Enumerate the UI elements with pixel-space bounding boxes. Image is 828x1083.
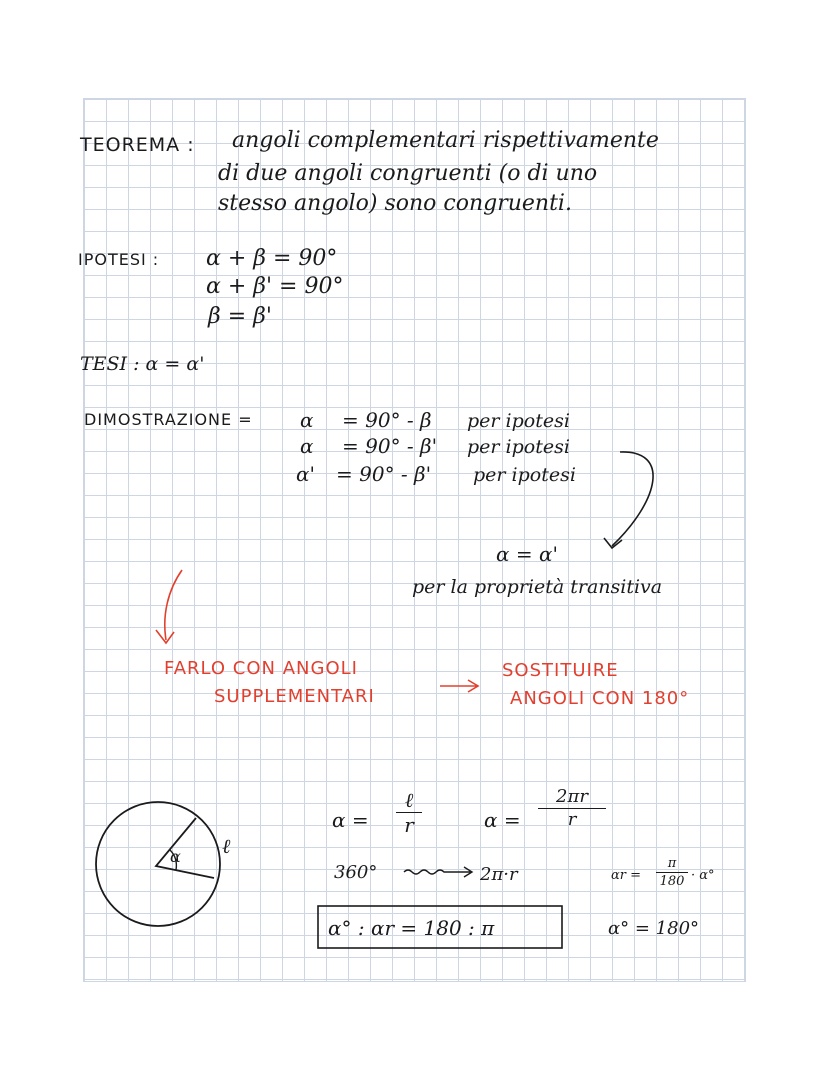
formula-box — [318, 906, 562, 948]
proof-row-1-note: per ipotesi — [467, 410, 570, 432]
red-arrow-right — [440, 680, 478, 692]
correspondence-left: 360° — [334, 862, 378, 883]
proof-row-1-lhs: α — [300, 408, 314, 432]
boxed-formula: α° : αr = 180 : π — [328, 916, 495, 940]
formula-2-denominator: r — [567, 809, 577, 830]
angle-arc — [170, 850, 176, 870]
circle-angle-label: α — [170, 847, 181, 866]
theorem-line-3: stesso angolo) sono congruenti. — [218, 191, 572, 216]
side-formula-lhs: αr = — [611, 868, 642, 883]
curved-arrow — [612, 452, 653, 546]
theorem-line-1: angoli complementari rispettivamente — [232, 128, 659, 153]
formula-1-lhs: α = — [332, 808, 369, 832]
sector-radii — [156, 818, 214, 878]
side-formula-denominator: 180 — [659, 874, 685, 889]
formula-2-lhs: α = — [484, 808, 521, 832]
theorem-label: TEOREMA : — [80, 134, 195, 156]
proof-label: DIMOSTRAZIONE = — [84, 410, 253, 429]
proof-row-1-rhs: = 90° - β — [342, 408, 432, 432]
side-formula-rhs: · α° — [691, 868, 715, 883]
note-right-line-2: ANGOLI CON 180° — [510, 688, 690, 709]
red-arrow-down — [165, 570, 182, 640]
hypothesis-eq-3: β = β' — [208, 304, 272, 329]
correspondence-right: 2π·r — [480, 864, 518, 885]
proof-row-3-lhs: α' — [296, 462, 316, 486]
theorem-line-2: di due angoli congruenti (o di uno — [218, 161, 598, 186]
proof-reason: per la proprietà transitiva — [412, 576, 663, 598]
proof-row-2-lhs: α — [300, 434, 314, 458]
formula-2-numerator: 2πr — [556, 786, 588, 807]
hypothesis-eq-2: α + β' = 90° — [206, 274, 344, 299]
circle-arc-label: ℓ — [222, 834, 231, 858]
note-right-line-1: SOSTITUIRE — [502, 660, 619, 681]
proof-row-3-rhs: = 90° - β' — [336, 462, 432, 486]
thesis: TESI : α = α' — [80, 353, 205, 375]
proof-row-2-rhs: = 90° - β' — [342, 434, 438, 458]
final-result: α° = 180° — [608, 918, 700, 939]
note-left-line-2: SUPPLEMENTARI — [214, 686, 375, 707]
formula-1-denominator: r — [404, 813, 414, 837]
squiggle-arrow — [404, 867, 472, 877]
hypothesis-label: IPOTESI : — [78, 250, 160, 269]
proof-conclusion: α = α' — [496, 542, 558, 566]
hypothesis-eq-1: α + β = 90° — [206, 246, 338, 271]
proof-row-3-note: per ipotesi — [473, 464, 576, 486]
side-formula-numerator: π — [667, 856, 677, 871]
note-left-line-1: FARLO CON ANGOLI — [164, 658, 358, 679]
formula-1-numerator: ℓ — [404, 788, 414, 812]
proof-row-2-note: per ipotesi — [467, 436, 570, 458]
